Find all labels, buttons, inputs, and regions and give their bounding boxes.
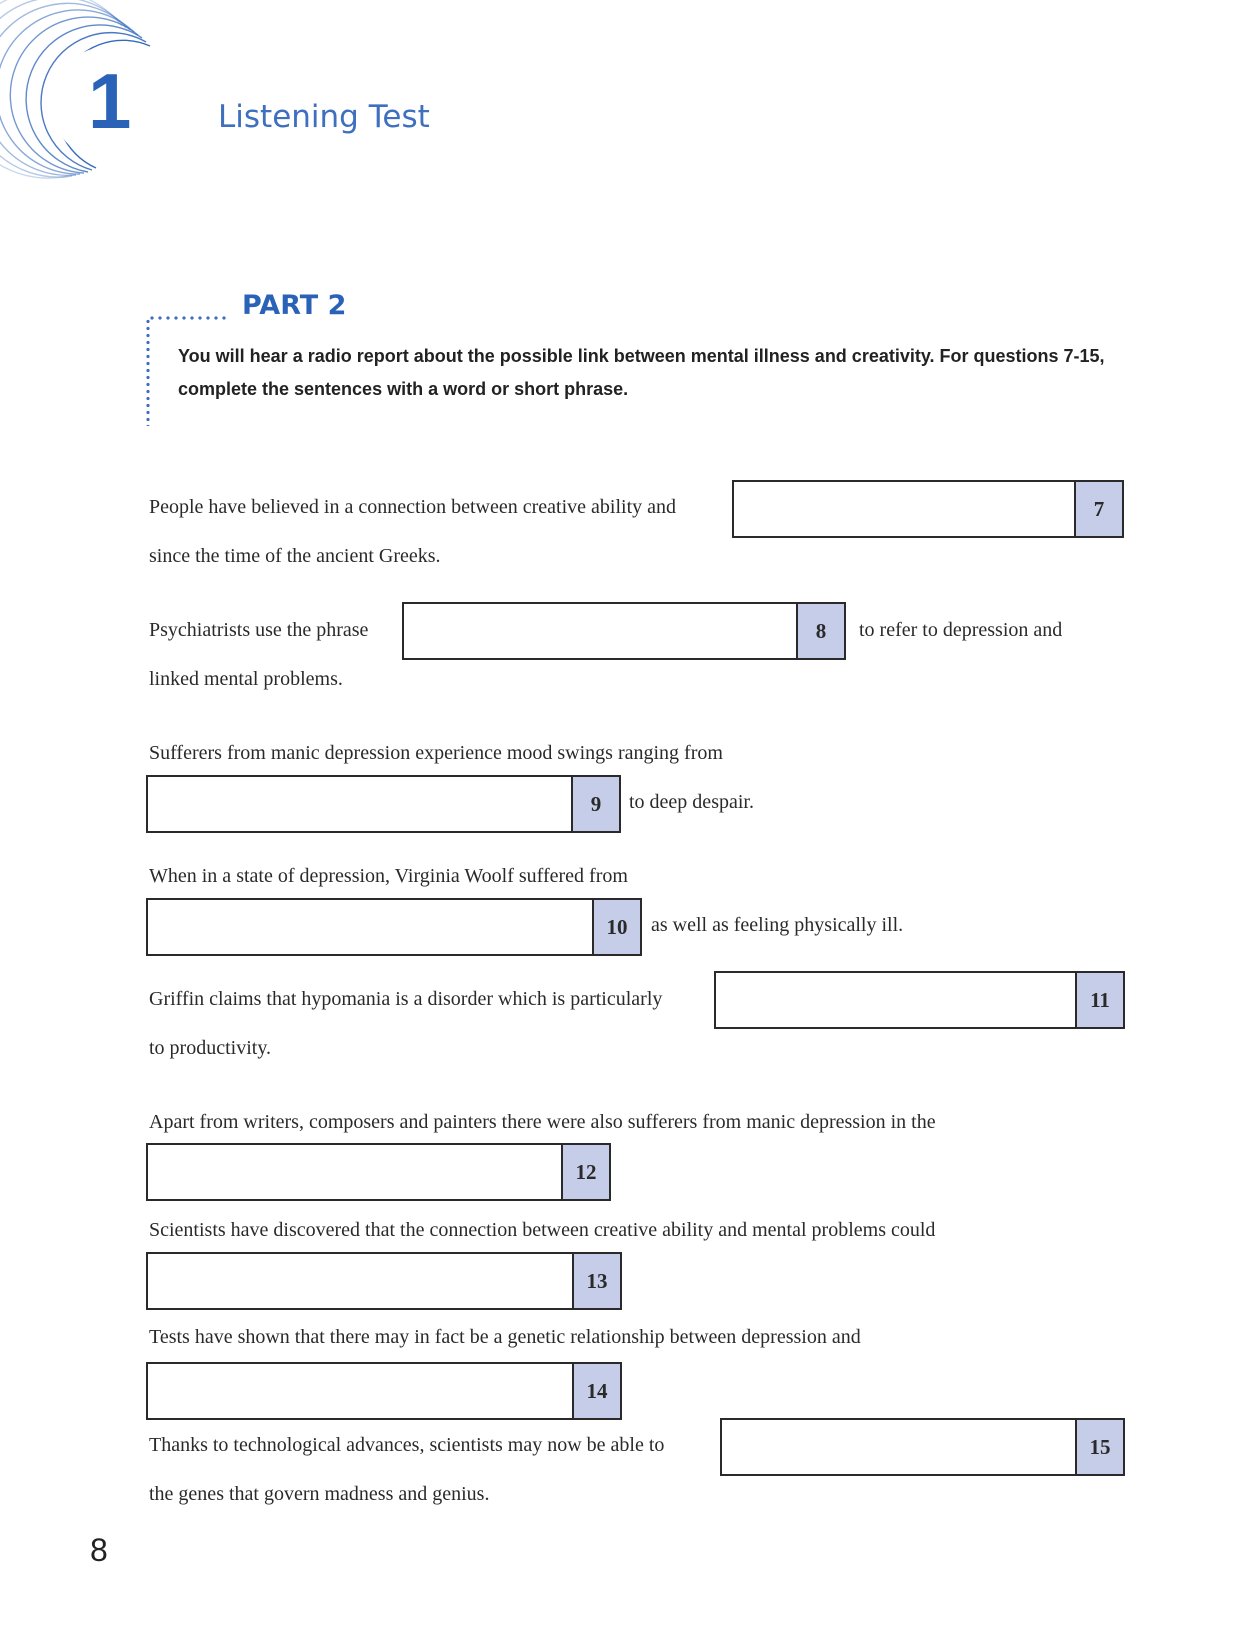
unit-number: 1 (88, 57, 130, 145)
question-9-after: to deep despair. (629, 791, 754, 813)
question-13-text: Scientists have discovered that the connection between creative ability and mental problems could (149, 1219, 936, 1241)
question-number-13: 13 (572, 1254, 620, 1308)
answer-box-14[interactable] (146, 1362, 622, 1420)
answer-box-13[interactable] (146, 1252, 622, 1310)
answer-box-10[interactable] (146, 898, 642, 956)
part-title: PART 2 (242, 290, 347, 321)
answer-box-12[interactable] (146, 1143, 611, 1201)
unit-title: Listening Test (218, 99, 430, 135)
question-15-text: Thanks to technological advances, scientists may now be able to (149, 1434, 665, 1456)
question-8-after: to refer to depression and (859, 619, 1063, 641)
answer-box-8[interactable] (402, 602, 846, 660)
question-11-text: Griffin claims that hypomania is a disorder which is particularly (149, 988, 663, 1010)
answer-box-11[interactable] (714, 971, 1125, 1029)
instructions: You will hear a radio report about the possible link between mental illness and creativity. For questions 7-15, complete the sentences with a word or short phrase. (178, 346, 1105, 399)
question-number-10: 10 (592, 900, 640, 954)
question-number-14: 14 (572, 1364, 620, 1418)
question-number-11: 11 (1075, 973, 1123, 1027)
question-14-text: Tests have shown that there may in fact be a genetic relationship between depression and (149, 1326, 861, 1348)
dotted-rule-vertical (145, 318, 151, 426)
question-8-continuation: linked mental problems. (149, 668, 343, 690)
question-number-9: 9 (571, 777, 619, 831)
question-15-continuation: the genes that govern madness and genius. (149, 1483, 490, 1505)
question-number-15: 15 (1075, 1420, 1123, 1474)
question-12-text: Apart from writers, composers and painters there were also sufferers from manic depression in the (149, 1111, 936, 1133)
question-9-text: Sufferers from manic depression experience mood swings ranging from (149, 742, 723, 764)
question-number-8: 8 (796, 604, 844, 658)
question-number-7: 7 (1074, 482, 1122, 536)
answer-box-7[interactable] (732, 480, 1124, 538)
question-10-after: as well as feeling physically ill. (651, 914, 904, 936)
question-number-12: 12 (561, 1145, 609, 1199)
answer-box-9[interactable] (146, 775, 621, 833)
question-10-text: When in a state of depression, Virginia Woolf suffered from (149, 865, 628, 887)
question-7-continuation: since the time of the ancient Greeks. (149, 545, 441, 567)
dotted-rule-horizontal (148, 315, 228, 321)
question-11-continuation: to productivity. (149, 1037, 272, 1059)
question-7-text: People have believed in a connection between creative ability and (149, 496, 677, 518)
question-8-text: Psychiatrists use the phrase (149, 619, 369, 641)
answer-box-15[interactable] (720, 1418, 1125, 1476)
page-number: 8 (90, 1532, 108, 1568)
